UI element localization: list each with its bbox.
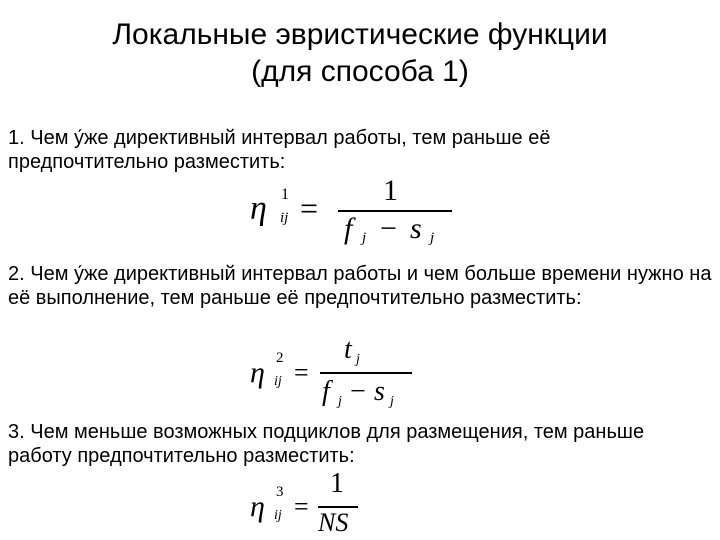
formula-3-denominator: NS	[318, 508, 349, 537]
formula-2-den-s: s	[374, 376, 385, 407]
formula-1-den-f-sub: j	[362, 230, 367, 246]
formula-3-sub: ij	[274, 508, 282, 523]
formula-1-sub: ij	[280, 210, 289, 226]
heuristic-1-text: 1. Чем у́же директивный интервал работы, тем раньше её предпочтительно разместить:	[8, 127, 551, 173]
formula-1-numerator: 1	[383, 174, 398, 207]
formula-1-den-s: s	[410, 212, 422, 245]
formula-3-eta: η	[250, 490, 265, 523]
formula-2-den-s-sub: j	[390, 394, 394, 409]
formula-1-minus: −	[380, 212, 397, 245]
formula-3-sup: 3	[276, 484, 284, 500]
formula-2-equals: =	[294, 358, 309, 387]
formula-3-numerator: 1	[330, 468, 344, 499]
formula-1-equals: =	[300, 190, 319, 226]
formula-1-sup: 1	[281, 186, 289, 203]
formula-2-minus: −	[350, 376, 366, 407]
formula-2-den-f: f	[322, 376, 330, 407]
formula-2-fraction-bar	[320, 372, 412, 374]
formula-2-eta: η	[250, 356, 265, 389]
formula-1	[250, 172, 460, 252]
heuristic-3-text: 3. Чем меньше возможных подциклов для размещения, тем раньше работу предпочтительно разместить:	[8, 421, 645, 467]
formula-2-sup: 2	[276, 350, 284, 366]
formula-1-den-s-sub: j	[430, 230, 435, 246]
formula-2	[250, 334, 420, 414]
slide-title-line-2: (для способа 1)	[251, 55, 469, 88]
formula-2-den-f-sub: j	[338, 394, 342, 409]
formula-2-sub: ij	[274, 374, 282, 389]
heuristic-2-text: 2. Чем у́же директивный интервал работы и чем больше времени нужно на её выполнение, тем раньше её предпочтительно разместить:	[8, 263, 712, 309]
formula-2-num-t: t	[344, 334, 352, 365]
formula-1-den-f: f	[344, 212, 353, 245]
formula-1-eta: η	[250, 190, 267, 227]
formula-2-num-t-sub: j	[356, 352, 360, 367]
formula-3-equals: =	[294, 492, 309, 521]
formula-3	[250, 470, 370, 540]
slide-title-line-1: Локальные эвристические функции	[112, 18, 608, 51]
